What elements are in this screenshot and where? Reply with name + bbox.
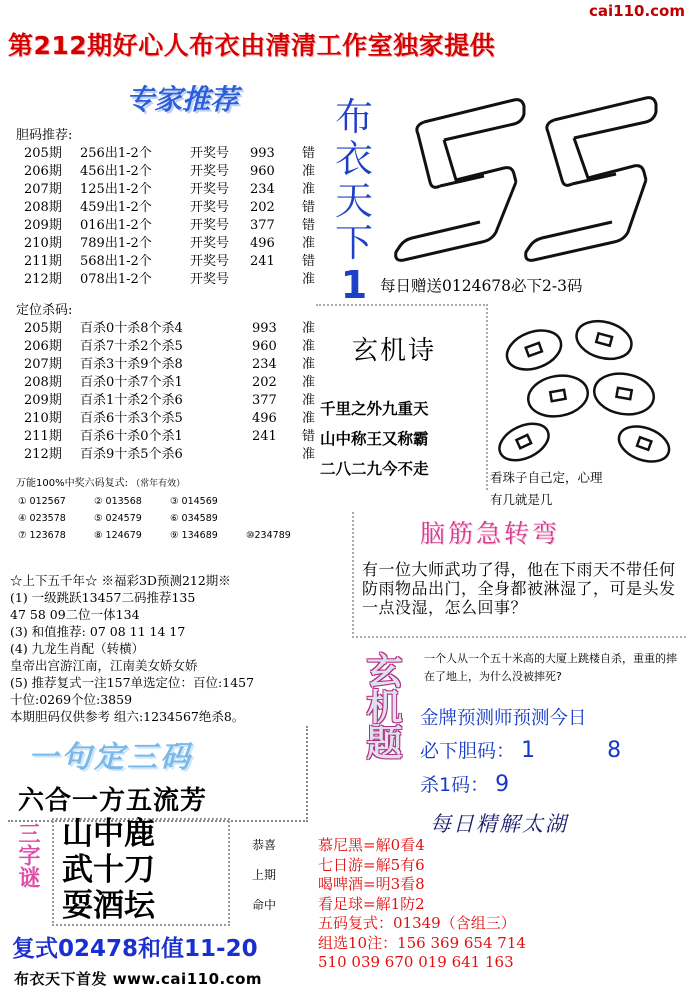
kill-issue: 207期 [24, 357, 62, 372]
xuanjiti-side-label: 玄机题 [361, 652, 402, 760]
taihu-line: 慕尼黑=解0看4 [318, 836, 425, 854]
compound-item: ③ 014569 [170, 496, 218, 507]
dan-result: 准 [302, 182, 316, 197]
kill-result: 准 [302, 375, 316, 390]
compound-item: ⑧ 124679 [94, 530, 142, 541]
dan-pick: 016出1-2个 [80, 218, 152, 233]
dan-num: 960 [250, 164, 275, 179]
dan-table [16, 145, 316, 289]
taihu-banner: 每日精解太湖 [430, 812, 568, 836]
dan-row [24, 217, 316, 235]
kill-row [24, 410, 316, 428]
dan-row [24, 253, 316, 271]
congrats-item: 命中 [252, 898, 277, 912]
taihu-line: 五码复式：01349（含组三） [318, 914, 516, 932]
dan-label-cell: 开奖号 [190, 254, 230, 269]
yiju-phrase: 六合一方五流芳 [18, 786, 208, 816]
dan-result: 错 [302, 254, 316, 269]
kill-pick: 百杀6十杀0个杀1 [80, 429, 183, 444]
kill-pick: 百杀3十杀9个杀8 [80, 357, 183, 372]
kill-pick: 百杀0十杀7个杀1 [80, 375, 183, 390]
dan-result: 错 [302, 218, 316, 233]
compound-item: ② 013568 [94, 496, 142, 507]
kill-row [24, 320, 316, 338]
poem-line: 山中称王又称霸 [320, 430, 429, 448]
dan-num: 377 [250, 218, 275, 233]
kill-row [24, 338, 316, 356]
compound-item: ① 012567 [18, 496, 66, 507]
lotto-prediction [10, 572, 330, 725]
bixia-label: 必下胆码： [420, 740, 516, 762]
kill-issue: 208期 [24, 375, 62, 390]
lotto-line: 47 58 09二位一体134 [10, 607, 140, 622]
dan-pick: 125出1-2个 [80, 182, 152, 197]
compound-item: ⑥ 034589 [170, 513, 218, 524]
kill-result: 准 [302, 339, 316, 354]
lotto-line: (5) 推荐复式一注157单选定位：百位:1457 [10, 675, 255, 690]
sha-row [420, 770, 509, 797]
dan-issue: 205期 [24, 146, 62, 161]
naojin-question: 有一位大师武功了得，他在下雨天不带任何防雨物品出门，全身都被淋湿了，可是头发一点没湿，怎么回事？ [362, 560, 676, 617]
expert-section [16, 124, 316, 544]
kill-num: 960 [252, 339, 277, 354]
coins-graphic [494, 310, 684, 468]
dan-pick: 078出1-2个 [80, 272, 152, 287]
kill-result: 准 [302, 411, 316, 426]
kill-pick: 百杀9十杀5个杀6 [80, 447, 183, 462]
dan-label-cell: 开奖号 [190, 272, 230, 287]
kill-issue: 210期 [24, 411, 62, 426]
dan-result: 准 [302, 236, 316, 251]
riddle-item: 耍酒坛 [62, 888, 155, 924]
dan-issue: 210期 [24, 236, 62, 251]
dan-result: 错 [302, 200, 316, 215]
xuanjiti-question: 一个人从一个五十米高的大厦上跳楼自杀，重重的摔在了地上，为什么没被摔死? [424, 652, 677, 683]
dan-pick: 456出1-2个 [80, 164, 152, 179]
zimi-side-label: 三字谜 [15, 822, 40, 888]
coins-icon [494, 310, 684, 468]
buyi-char: 天 [334, 179, 373, 223]
kill-row [24, 356, 316, 374]
dan-issue: 209期 [24, 218, 62, 233]
compound-item: ⑩234789 [246, 530, 291, 541]
compound-list [16, 493, 316, 544]
kill-pick: 百杀0十杀8个杀4 [80, 321, 183, 336]
dan-issue: 206期 [24, 164, 62, 179]
dan-issue: 208期 [24, 200, 62, 215]
kill-result: 准 [302, 447, 316, 462]
compound-title-text: 万能100%中奖六码复式: [16, 478, 128, 489]
yiju-banner: 一句定三码 [28, 740, 193, 775]
naojin-banner: 脑筋急转弯 [420, 519, 561, 548]
dan-pick: 256出1-2个 [80, 146, 152, 161]
poem-line: 二八二九今不走 [320, 460, 429, 478]
kill-row [24, 392, 316, 410]
kill-issue: 205期 [24, 321, 62, 336]
lotto-line: 十位:0269个位:3859 [10, 692, 133, 707]
dan-row [24, 271, 316, 289]
buyi-vertical [334, 96, 374, 306]
lotto-line: (3) 和值推荐: 07 08 11 14 17 [10, 624, 186, 639]
taihu-lines [318, 836, 526, 973]
dan-result: 准 [302, 272, 316, 287]
buyi-char: 布 [334, 95, 373, 139]
dan-label-cell: 开奖号 [190, 164, 230, 179]
buyi-char: 下 [334, 221, 373, 265]
kill-num: 377 [252, 393, 277, 408]
compound-item: ④ 023578 [18, 513, 66, 524]
dan-num: 993 [250, 146, 275, 161]
lotto-line: ☆上下五千年☆ ※福彩3D预测212期※ [10, 573, 231, 588]
buyi-char: 衣 [334, 137, 373, 181]
buyi-char: 1 [340, 263, 368, 307]
poem-line: 千里之外九重天 [320, 400, 429, 418]
xuanji-poem [320, 394, 429, 484]
dan-issue: 207期 [24, 182, 62, 197]
kill-issue: 211期 [24, 429, 62, 444]
kill-result: 准 [302, 321, 316, 336]
taihu-line: 510 039 670 019 641 163 [318, 953, 514, 971]
kill-num: 241 [252, 429, 277, 444]
kill-table [16, 320, 316, 464]
footer-text[interactable]: 布衣天下首发 www.cai110.com [14, 970, 263, 988]
header [0, 0, 691, 62]
compound-row [18, 493, 316, 510]
kill-row [24, 374, 316, 392]
compound-row [18, 510, 316, 527]
taihu-line: 喝啤酒=明3看8 [318, 875, 425, 893]
dan-label-cell: 开奖号 [190, 182, 230, 197]
dan-label: 胆码推荐: [16, 128, 73, 143]
dan-issue: 212期 [24, 272, 62, 287]
kill-result: 准 [302, 357, 316, 372]
riddle-item: 山中鹿 [62, 816, 155, 852]
dan-issue: 211期 [24, 254, 62, 269]
compound-row [18, 527, 316, 544]
xuanji-title: 玄机诗 [352, 336, 437, 366]
dan-result: 错 [302, 146, 316, 161]
dan-row [24, 145, 316, 163]
xuanji-hint-2: 有几就是几 [490, 492, 553, 507]
fushi-line: 复式02478和值11-20 [12, 936, 258, 962]
dan-label-cell: 开奖号 [190, 236, 230, 251]
lotto-line: (1) 一级跳跃13457二码推荐135 [10, 590, 196, 605]
xuanji-hint-1: 看珠子自己定，心理 [490, 470, 603, 485]
lotto-line: (4) 九龙生肖配（转横） [10, 641, 145, 656]
kill-result: 错 [302, 429, 316, 444]
dan-num: 241 [250, 254, 275, 269]
kill-pick: 百杀6十杀3个杀5 [80, 411, 183, 426]
kill-result: 准 [302, 393, 316, 408]
compound-title [16, 474, 316, 489]
dan-row [24, 163, 316, 181]
bixia-row [420, 736, 621, 763]
kill-label: 定位杀码: [16, 303, 73, 318]
dan-num: 496 [250, 236, 275, 251]
kill-num: 496 [252, 411, 277, 426]
congrats-item: 上期 [252, 868, 277, 882]
dan-label-cell: 开奖号 [190, 218, 230, 233]
dan-num: 234 [250, 182, 275, 197]
dan-label-cell: 开奖号 [190, 146, 230, 161]
lotto-line: 皇帝出宫游江南，江南美女娇女娇 [10, 658, 198, 673]
kill-num: 993 [252, 321, 277, 336]
sha-value: 9 [495, 772, 510, 797]
site-domain[interactable]: cai110.com [589, 2, 685, 20]
dan-label-cell: 开奖号 [190, 200, 230, 215]
dan-row [24, 235, 316, 253]
expert-banner: 专家推荐 [125, 83, 238, 116]
page-headline: 第212期好心人布衣由清清工作室独家提供 [8, 31, 496, 60]
kill-num: 202 [252, 375, 277, 390]
lotto-lines [10, 572, 330, 725]
kill-issue: 206期 [24, 339, 62, 354]
dan-result: 准 [302, 164, 316, 179]
bixia-value-2: 8 [607, 738, 622, 763]
riddle-item: 武十刀 [62, 852, 155, 888]
compound-item: ⑨ 134689 [170, 530, 218, 541]
riddle-list [62, 816, 155, 924]
kill-pick: 百杀1十杀2个杀6 [80, 393, 183, 408]
buyi-gift: 每日赠送0124678必下2-3码 [380, 277, 583, 295]
kill-row [24, 446, 316, 464]
kill-num: 234 [252, 357, 277, 372]
kill-pick: 百杀7十杀2个杀5 [80, 339, 183, 354]
compound-item: ⑤ 024579 [94, 513, 142, 524]
kill-issue: 212期 [24, 447, 62, 462]
dan-row [24, 199, 316, 217]
compound-item: ⑦ 123678 [18, 530, 66, 541]
compound-note: （常年有效） [131, 479, 186, 489]
dan-row [24, 181, 316, 199]
taihu-line: 组选10注：156 369 654 714 [318, 933, 526, 952]
dan-pick: 789出1-2个 [80, 236, 152, 251]
bixia-value-1: 1 [521, 738, 536, 763]
gold-title: 金牌预测师预测今日 [420, 708, 587, 729]
buyi-logo-graphic [384, 82, 684, 272]
kill-issue: 209期 [24, 393, 62, 408]
congrats-item: 恭喜 [252, 838, 277, 852]
taihu-line: 看足球=解1防2 [318, 894, 425, 913]
dan-pick: 459出1-2个 [80, 200, 152, 215]
kill-row [24, 428, 316, 446]
twin-scroll-icon [384, 82, 684, 272]
dan-pick: 568出1-2个 [80, 254, 152, 269]
congrats-list [252, 830, 276, 920]
lotto-line: 本期胆码仅供参考 组六:1234567绝杀8。 [10, 709, 245, 724]
dan-num: 202 [250, 200, 275, 215]
sha-label: 杀1码： [420, 774, 490, 796]
taihu-line: 七日游=解5有6 [318, 855, 425, 874]
